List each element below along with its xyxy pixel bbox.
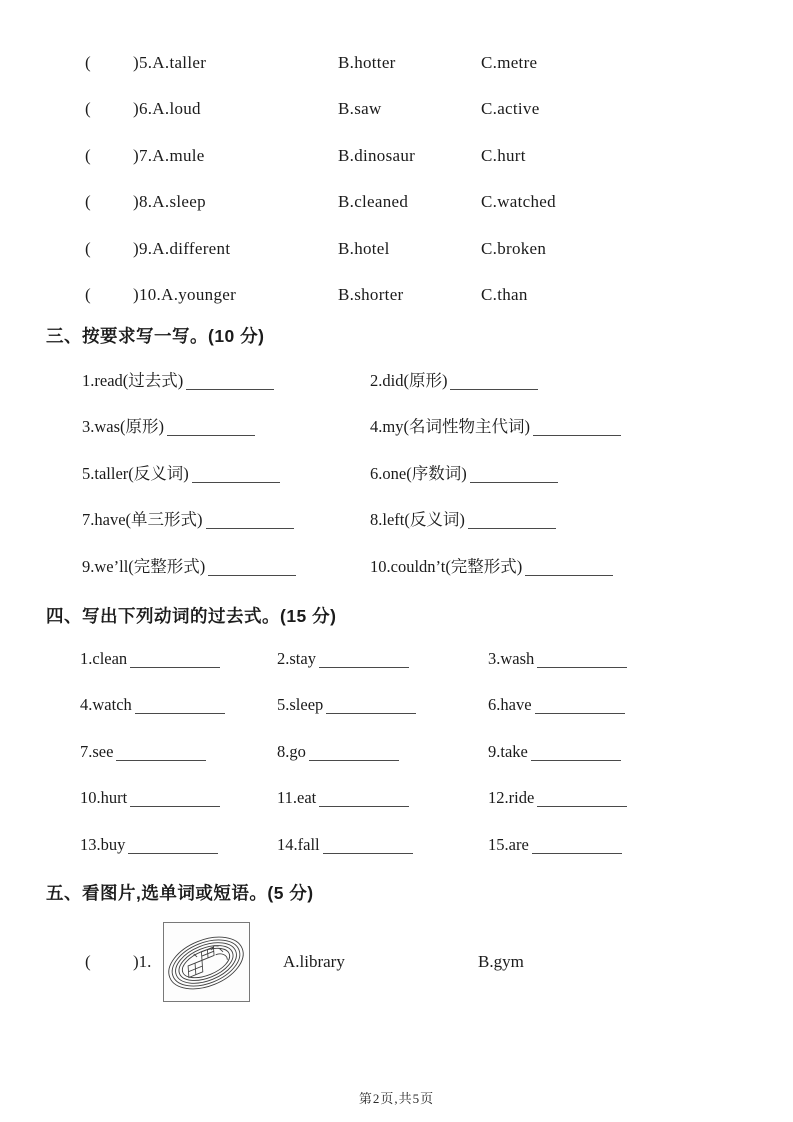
fill-item xyxy=(370,544,613,590)
fill-item xyxy=(277,636,409,682)
fill-item xyxy=(488,729,621,775)
fill-row xyxy=(0,497,793,543)
item-number: )1. xyxy=(133,952,152,971)
option-c: C.broken xyxy=(481,238,547,258)
fill-row xyxy=(0,358,793,404)
answer-blank xyxy=(319,794,409,807)
choice-row xyxy=(0,226,793,272)
option-b: B.gym xyxy=(478,952,524,971)
running-track-drawing xyxy=(164,923,249,1001)
answer-blank xyxy=(135,701,225,714)
answer-paren: ( xyxy=(85,284,91,304)
answer-paren: ( xyxy=(85,238,91,258)
choice-row xyxy=(0,179,793,225)
fill-item-label: 3.wash xyxy=(488,649,535,668)
fill-item-label: 5.taller(反义词) xyxy=(82,463,189,483)
fill-item-label: 4.my(名词性物主代词) xyxy=(370,417,530,437)
fill-item-label: 15.are xyxy=(488,834,529,854)
fill-item xyxy=(370,358,538,404)
fill-item xyxy=(80,775,220,821)
answer-blank xyxy=(531,748,621,761)
option-a: )6.A.loud xyxy=(133,99,201,119)
answer-blank xyxy=(537,794,627,807)
fill-row xyxy=(0,404,793,450)
option-a: )7.A.mule xyxy=(133,145,205,165)
answer-blank xyxy=(537,655,627,668)
section-picture-choice xyxy=(0,882,793,971)
multiple-choice-section xyxy=(0,40,793,318)
fill-items xyxy=(0,636,793,868)
option-c: C.hurt xyxy=(481,145,526,165)
fill-item xyxy=(277,729,399,775)
answer-blank xyxy=(309,748,399,761)
answer-blank xyxy=(130,794,220,807)
fill-item xyxy=(370,497,556,543)
fill-item xyxy=(80,729,206,775)
option-c: C.metre xyxy=(481,53,538,72)
fill-item-label: 6.have xyxy=(488,695,532,715)
answer-blank xyxy=(525,563,613,576)
fill-item xyxy=(80,636,220,682)
fill-item-label: 8.left(反义词) xyxy=(370,510,465,530)
fill-item-label: 9.we’ll(完整形式) xyxy=(82,556,206,576)
option-c: C.than xyxy=(481,284,528,304)
section-title: 四、写出下列动词的过去式。(15 分) xyxy=(46,606,337,626)
answer-blank xyxy=(186,377,274,390)
section-title: 五、看图片,选单词或短语。(5 分) xyxy=(46,883,314,903)
fill-item-label: 7.have(单三形式) xyxy=(82,510,203,530)
fill-item-label: 1.clean xyxy=(80,649,128,668)
option-a: )9.A.different xyxy=(133,238,231,258)
option-b: B.saw xyxy=(338,99,382,119)
fill-row xyxy=(0,636,793,682)
fill-item xyxy=(488,775,627,821)
option-b: B.dinosaur xyxy=(338,145,416,165)
answer-blank xyxy=(116,748,206,761)
answer-blank xyxy=(167,423,255,436)
fill-item-label: 13.buy xyxy=(80,834,126,854)
fill-item xyxy=(80,682,225,728)
fill-item-label: 3.was(原形) xyxy=(82,417,165,437)
section-write-as-required xyxy=(0,325,793,590)
choice-row xyxy=(0,272,793,318)
answer-blank xyxy=(208,563,296,576)
fill-item-label: 1.read(过去式) xyxy=(82,371,184,390)
choice-row xyxy=(0,40,793,86)
answer-blank xyxy=(130,655,220,668)
option-a: A.library xyxy=(283,952,345,971)
section-past-tense xyxy=(0,605,793,868)
option-c: C.watched xyxy=(481,192,556,212)
fill-item-label: 12.ride xyxy=(488,788,535,808)
answer-blank xyxy=(468,516,556,529)
picture-choice-row xyxy=(0,922,793,1002)
answer-blank xyxy=(323,841,413,854)
answer-paren: ( xyxy=(85,145,91,165)
option-b: B.hotel xyxy=(338,238,390,258)
fill-row xyxy=(0,451,793,497)
playground-image xyxy=(163,922,250,1002)
fill-item xyxy=(488,682,625,728)
fill-item xyxy=(370,404,621,450)
option-a: )8.A.sleep xyxy=(133,192,206,212)
fill-items xyxy=(0,358,793,590)
fill-item xyxy=(488,822,622,868)
fill-item xyxy=(370,451,558,497)
fill-item xyxy=(82,544,296,590)
fill-row xyxy=(0,544,793,590)
fill-item xyxy=(82,451,280,497)
option-b: B.cleaned xyxy=(338,192,409,212)
answer-blank xyxy=(319,655,409,668)
fill-item xyxy=(277,822,413,868)
section-title: 三、按要求写一写。(10 分) xyxy=(46,326,265,346)
option-a: )10.A.younger xyxy=(133,284,237,304)
choice-row xyxy=(0,86,793,132)
choice-row xyxy=(0,133,793,179)
fill-item-label: 9.take xyxy=(488,741,528,761)
fill-row xyxy=(0,822,793,868)
answer-blank xyxy=(535,701,625,714)
page-number: 第2页,共5页 xyxy=(358,1091,435,1106)
fill-item xyxy=(277,775,409,821)
answer-blank xyxy=(192,470,280,483)
fill-item-label: 14.fall xyxy=(277,834,320,854)
option-c: C.active xyxy=(481,99,540,119)
answer-blank xyxy=(470,470,558,483)
fill-item xyxy=(82,404,255,450)
fill-item xyxy=(82,358,274,404)
fill-item-label: 8.go xyxy=(277,741,306,761)
fill-item-label: 10.couldn’t(完整形式) xyxy=(370,556,523,576)
fill-item-label: 6.one(序数词) xyxy=(370,463,467,483)
fill-row xyxy=(0,682,793,728)
fill-item-label: 5.sleep xyxy=(277,695,324,715)
fill-item-label: 2.did(原形) xyxy=(370,371,448,390)
fill-item-label: 4.watch xyxy=(80,695,132,715)
fill-item-label: 10.hurt xyxy=(80,788,128,808)
fill-row xyxy=(0,729,793,775)
answer-blank xyxy=(533,423,621,436)
fill-item xyxy=(80,822,218,868)
option-b: B.hotter xyxy=(338,53,396,72)
option-b: B.shorter xyxy=(338,284,404,304)
fill-item xyxy=(82,497,294,543)
fill-item xyxy=(277,682,416,728)
fill-item xyxy=(488,636,627,682)
fill-item-label: 11.eat xyxy=(277,788,317,808)
answer-blank xyxy=(128,841,218,854)
fill-row xyxy=(0,775,793,821)
answer-blank xyxy=(450,377,538,390)
fill-item-label: 2.stay xyxy=(277,649,316,668)
answer-paren: ( xyxy=(85,192,91,212)
answer-paren: ( xyxy=(85,952,91,971)
answer-paren: ( xyxy=(85,99,91,119)
option-a: )5.A.taller xyxy=(133,53,207,72)
answer-blank xyxy=(326,701,416,714)
fill-item-label: 7.see xyxy=(80,741,114,761)
answer-paren: ( xyxy=(85,53,91,72)
answer-blank xyxy=(206,516,294,529)
answer-blank xyxy=(532,841,622,854)
